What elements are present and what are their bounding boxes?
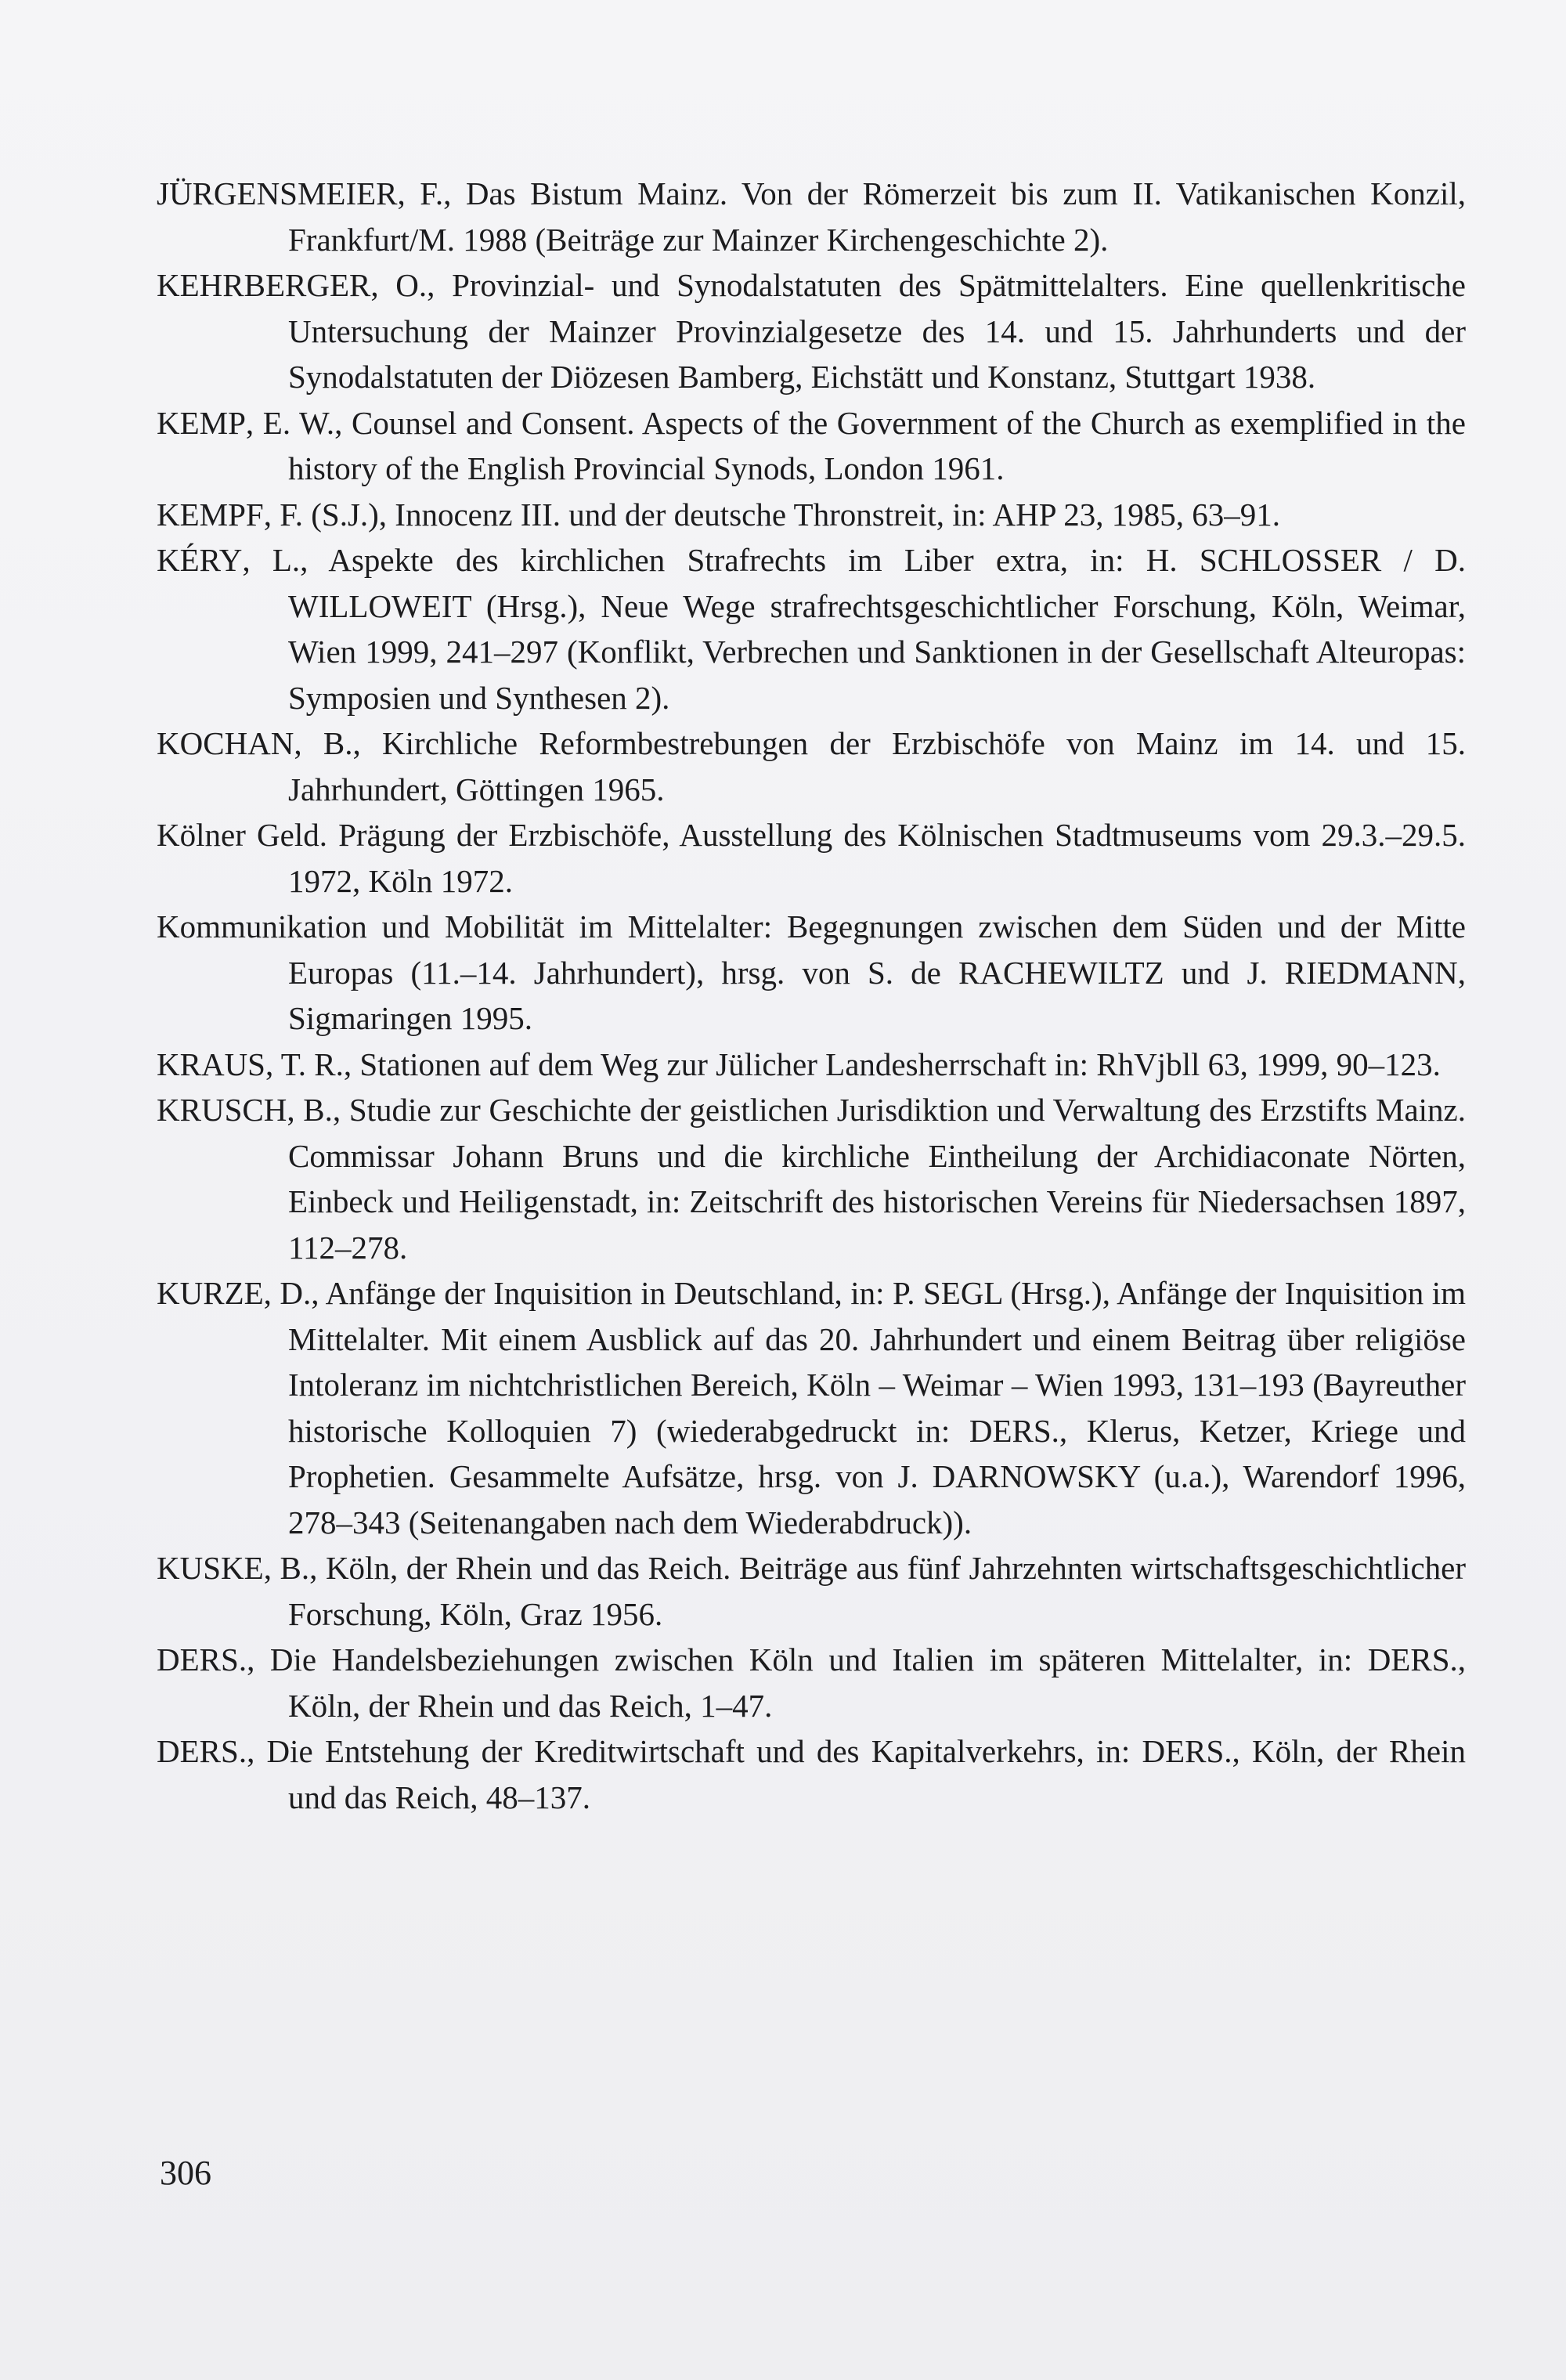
entry-author: KEMPF [157, 496, 264, 533]
bibliography-entry [157, 1087, 1466, 1270]
entry-text: , F., Das Bistum Mainz. Von der Römerzeit bis zum II. Vatikanischen Konzil, Frankfurt/M. 1988 (Beiträge zur Mainzer Kirchengeschichte 2). [288, 175, 1466, 258]
bibliography-entry [157, 1545, 1466, 1637]
entry-text: , B., Köln, der Rhein und das Reich. Beiträge aus fünf Jahrzehnten wirtschaftsgeschichtlicher Forschung, Köln, Graz 1956. [263, 1550, 1466, 1632]
page-number: 306 [160, 2154, 211, 2192]
entry-text: , B., Studie zur Geschichte der geistlichen Jurisdiktion und Verwaltung des Erzstifts Mainz. Commissar Johann Bruns und die kirchliche Eintheilung der Archidiaconate Nörten, Einbeck und Heiligenstadt, in: Zeitschrift des historischen Vereins für Niedersachsen 1897, 112–278. [287, 1092, 1466, 1266]
bibliography-entry [157, 1637, 1466, 1728]
entry-author: DERS [157, 1641, 239, 1678]
entry-author: KURZE [157, 1275, 264, 1311]
entry-author: KRAUS [157, 1046, 265, 1082]
entry-author: DERS [157, 1733, 239, 1769]
entry-text: , B., Kirchliche Reformbestrebungen der Erzbischöfe von Mainz im 14. und 15. Jahrhundert, Göttingen 1965. [288, 725, 1466, 807]
entry-author: KRUSCH [157, 1092, 287, 1128]
entry-author: KOCHAN [157, 725, 294, 761]
entry-text: , D., Anfänge der Inquisition in Deutschland, in: P. SEGL (Hrsg.), Anfänge der Inquisition im Mittelalter. Mit einem Ausblick auf das 20. Jahrhundert und einem Beitrag über religiöse Intoleranz im nichtchristlichen Bereich, Köln – Weimar – Wien 1993, 131–193 (Bayreuther historische Kolloquien 7) (wiederabgedruckt in: DERS., Klerus, Ketzer, Kriege und Prophetien. Gesammelte Aufsätze, hrsg. von J. DARNOWSKY (u.a.), Warendorf 1996, 278–343 (Seitenangaben nach dem Wiederabdruck)). [263, 1275, 1466, 1540]
bibliography-entry [157, 1042, 1466, 1088]
bibliography-entry [157, 171, 1466, 262]
entry-author: KEMP [157, 404, 246, 441]
bibliography-list [157, 171, 1466, 1820]
entry-text: , O., Provinzial- und Synodalstatuten des Spätmittelalters. Eine quellenkritische Untersuchung der Mainzer Provinzialgesetze des 14. und 15. Jahrhunderts und der Synodalstatuten der Diözesen Bamberg, Eichstätt und Konstanz, Stuttgart 1938. [288, 267, 1466, 395]
entry-text: , E. W., Counsel and Consent. Aspects of the Government of the Church as exemplified in the history of the English Provincial Synods, London 1961. [245, 404, 1466, 486]
entry-author: KUSKE [157, 1550, 264, 1586]
bibliography-entry [157, 812, 1466, 904]
entry-text: ., Die Entstehung der Kreditwirtschaft und des Kapitalverkehrs, in: DERS., Köln, der Rhein und das Reich, 48–137. [238, 1733, 1466, 1815]
entry-text: , L., Aspekte des kirchlichen Strafrechts im Liber extra, in: H. SCHLOSSER / D. WILLOWEIT (Hrsg.), Neue Wege strafrechtsgeschichtlicher Forschung, Köln, Weimar, Wien 1999, 241–297 (Konflikt, Verbrechen und Sanktionen in der Gesellschaft Alteuropas: Symposien und Synthesen 2). [242, 542, 1466, 716]
bibliography-entry [157, 262, 1466, 400]
bibliography-entry [157, 537, 1466, 721]
bibliography-entry [157, 1728, 1466, 1820]
bibliography-entry [157, 1270, 1466, 1545]
entry-text: ., Die Handelsbeziehungen zwischen Köln und Italien im späteren Mittelalter, in: DERS., Köln, der Rhein und das Reich, 1–47. [238, 1641, 1466, 1724]
entry-author: KÉRY [157, 542, 243, 578]
entry-text: Kommunikation und Mobilität im Mittelalter: Begegnungen zwischen dem Süden und der Mitte Europas (11.–14. Jahrhundert), hrsg. von S. de RACHEWILTZ und J. RIEDMANN, Sigmaringen 1995. [157, 908, 1466, 1036]
bibliography-entry [157, 904, 1466, 1042]
entry-text: Kölner Geld. Prägung der Erzbischöfe, Ausstellung des Kölnischen Stadtmuseums vom 29.3.–29.5. 1972, Köln 1972. [157, 817, 1466, 899]
bibliography-entry [157, 400, 1466, 492]
entry-author: KEHRBERGER [157, 267, 371, 303]
bibliography-entry [157, 721, 1466, 812]
bibliography-entry [157, 492, 1466, 538]
entry-author: JÜRGENSMEIER [157, 175, 398, 211]
entry-text: , T. R., Stationen auf dem Weg zur Jülicher Landesherrschaft in: RhVjbll 63, 1999, 90–123. [265, 1046, 1441, 1082]
entry-text: , F. (S.J.), Innocenz III. und der deutsche Thronstreit, in: AHP 23, 1985, 63–91. [263, 496, 1281, 533]
